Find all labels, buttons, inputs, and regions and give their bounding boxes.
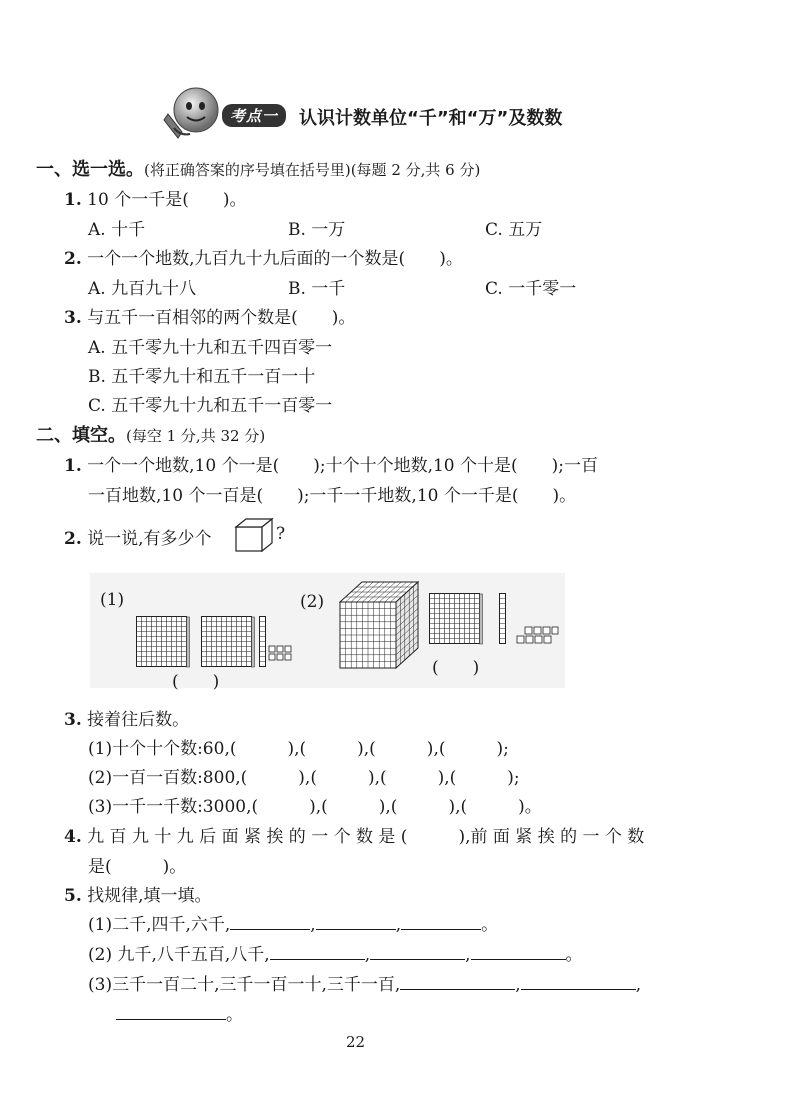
s2-q5-line1: (1)二千,四千,六千, , , 。 [88, 915, 499, 935]
page-title: 认识计数单位“千”和“万”及数数 [299, 108, 563, 129]
s2-q5-line3: (3)三千一百二十,三千一百一十,三千一百, , , [88, 975, 642, 995]
s2-q5-line2: (2) 九千,八千五百,八千, , , 。 [88, 945, 583, 965]
s2-q4-line2: 是( )。 [88, 857, 187, 877]
section2-header [36, 421, 265, 447]
pic-blank-1: ( ) [172, 672, 220, 692]
ten-rod-1 [259, 616, 267, 673]
s1-q1-option-a: A. 十千 [88, 220, 146, 240]
section1-header [36, 155, 480, 181]
s1-q1-option-c: C. 五万 [485, 220, 543, 240]
s1-q3: 3. 与五千一百相邻的两个数是( )。 [64, 308, 356, 328]
answer-blank[interactable] [471, 943, 566, 960]
s1-q2-option-b: B. 一千 [288, 279, 346, 299]
one-cubes-2 [515, 625, 559, 650]
answer-blank[interactable] [316, 913, 396, 930]
s2-q2: 2. 说一说,有多少个 [64, 529, 212, 549]
s2-q3-line2: (2)一百一百数:800,( ),( ),( ),( ); [88, 768, 520, 788]
s2-q3-line1: (1)十个十个数:60,( ),( ),( ),( ); [88, 739, 509, 759]
answer-blank[interactable] [116, 1003, 226, 1020]
section2-note: (每空 1 分,共 32 分) [126, 427, 266, 445]
s2-q5: 5. 找规律,填一填。 [64, 886, 212, 906]
s1-q1: 1. 10 个一千是( )。 [64, 190, 247, 210]
section1-note: (将正确答案的序号填在括号里)(每题 2 分,共 6 分) [144, 161, 481, 179]
section1-heading: 一、选一选。 [36, 159, 144, 180]
page-number: 22 [346, 1033, 366, 1051]
s2-q4-line1: 4. 九 百 九 十 九 后 面 紧 挨 的 一 个 数 是 ( ),前 面 紧 挨 的 一 个 数 [64, 827, 645, 847]
ten-rod-2 [499, 593, 507, 650]
answer-blank[interactable] [400, 973, 515, 990]
answer-blank[interactable] [270, 943, 365, 960]
topic-badge: 考点一 [222, 104, 286, 127]
cube-icon [234, 517, 274, 558]
s1-q3-option-c: C. 五千零九十九和五千一百零一 [88, 396, 333, 416]
pic-blank-2: ( ) [432, 658, 480, 678]
section2-heading: 二、填空。 [36, 425, 126, 446]
one-cubes-1 [268, 644, 296, 667]
s2-q1-line1: 1. 一个一个地数,10 个一是( );十个十个地数,10 个十是( );一百 [64, 456, 599, 476]
pic-label-2: (2) [300, 592, 325, 612]
answer-blank[interactable] [401, 913, 481, 930]
s2-q3: 3. 接着往后数。 [64, 710, 190, 730]
answer-blank[interactable] [370, 943, 465, 960]
s1-q2: 2. 一个一个地数,九百九十九后面的一个数是( )。 [64, 249, 463, 269]
answer-blank[interactable] [230, 913, 310, 930]
s1-q1-option-b: B. 一万 [288, 220, 346, 240]
hundred-flat-2 [201, 616, 255, 673]
s2-q2-question-mark: ? [276, 524, 286, 544]
s2-q3-line3: (3)一千一千数:3000,( ),( ),( ),( )。 [88, 797, 542, 817]
s1-q2-option-c: C. 一千零一 [485, 279, 577, 299]
hundred-flat-1 [136, 616, 190, 673]
s1-q3-option-b: B. 五千零九十和五千一百一十 [88, 367, 316, 387]
answer-blank[interactable] [521, 973, 636, 990]
s2-q5-line4: 。 [116, 1000, 243, 1025]
pic-label-1: (1) [100, 590, 125, 610]
hundred-flat-3 [429, 593, 483, 650]
s1-q3-option-a: A. 五千零九十九和五千四百零一 [88, 338, 333, 358]
mascot-icon [160, 84, 224, 142]
thousand-cube [338, 580, 420, 675]
s2-q1-line2: 一百地数,10 个一百是( );一千一千地数,10 个一千是( )。 [88, 486, 577, 506]
s1-q2-option-a: A. 九百九十八 [88, 279, 197, 299]
